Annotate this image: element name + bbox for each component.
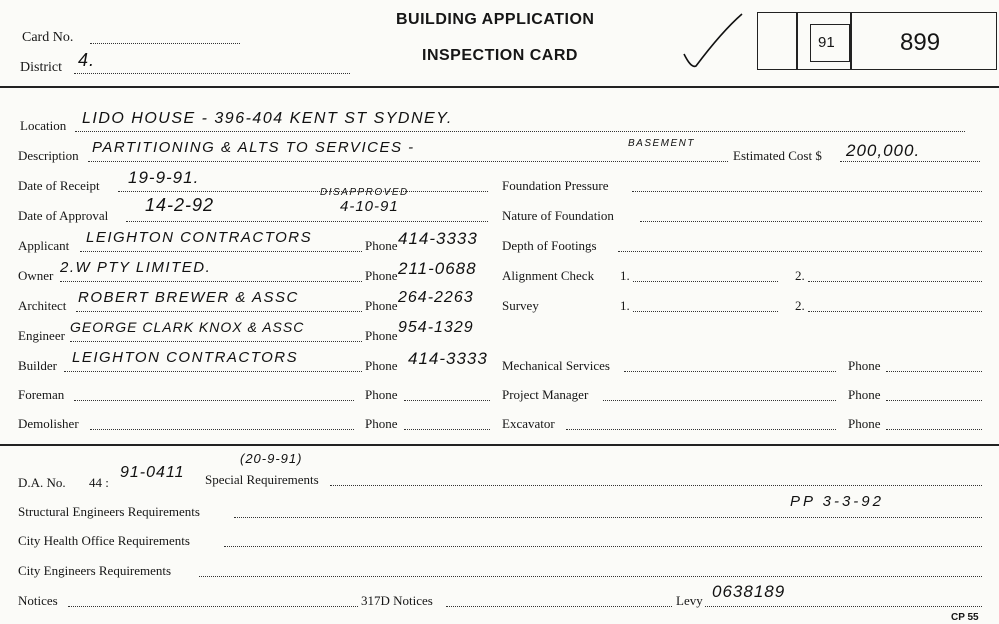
- levy-label: Levy: [676, 593, 703, 608]
- builder-phone: 414-3333: [408, 349, 488, 368]
- date-receipt-label: Date of Receipt: [18, 178, 100, 193]
- structural-label: Structural Engineers Requirements: [18, 504, 200, 519]
- project-manager-label: Project Manager: [502, 387, 589, 402]
- excavator-phone-line: [886, 429, 982, 430]
- card-no-line: [90, 43, 240, 44]
- demolisher-line: [90, 429, 354, 430]
- applicant-value: LEIGHTON CONTRACTORS: [86, 229, 313, 246]
- mechanical-phone-line: [886, 371, 982, 372]
- project-manager-line: [603, 400, 836, 401]
- survey-label: Survey: [502, 298, 539, 313]
- foreman-label: Foreman: [18, 387, 65, 402]
- engineer-phone: 954-1329: [398, 319, 474, 336]
- section-rule: [0, 444, 999, 446]
- header-rule: [0, 86, 999, 88]
- survey-line2: [808, 311, 982, 312]
- district-label: District: [20, 60, 62, 75]
- owner-label: Owner: [18, 268, 54, 283]
- special-requirements-label: Special Requirements: [205, 472, 319, 487]
- survey-num1: 1.: [620, 298, 630, 313]
- excavator-label: Excavator: [502, 416, 555, 431]
- estimated-cost-label: Estimated Cost $: [733, 148, 822, 163]
- health-label: City Health Office Requirements: [18, 533, 190, 548]
- disapproved-value: 4-10-91: [340, 198, 399, 215]
- engineer-phone-label: Phone: [365, 328, 398, 343]
- card-number: 899: [900, 29, 941, 56]
- demolisher-phone-label: Phone: [365, 416, 398, 431]
- card-number-box: [757, 12, 997, 70]
- box-divider-2: [850, 12, 852, 70]
- year-value: 91: [818, 34, 835, 51]
- alignment-line1: [633, 281, 778, 282]
- demolisher-label: Demolisher: [18, 416, 79, 431]
- checkmark-icon: [678, 10, 748, 74]
- notices-line: [68, 606, 358, 607]
- cost-line: [840, 161, 980, 162]
- description-value: PARTITIONING & ALTS TO SERVICES -: [92, 139, 415, 156]
- city-engineers-label: City Engineers Requirements: [18, 563, 172, 578]
- da-date: (20-9-91): [240, 451, 303, 466]
- structural-note: PP 3-3-92: [790, 493, 884, 510]
- engineer-value: GEORGE CLARK KNOX & ASSC: [70, 319, 305, 335]
- builder-line: [64, 371, 362, 372]
- nature-foundation-label: Nature of Foundation: [502, 208, 614, 223]
- mechanical-line: [624, 371, 836, 372]
- estimated-cost-value: 200,000.: [846, 141, 921, 160]
- levy-value: 0638189: [712, 582, 786, 601]
- disapproved-label: DISAPPROVED: [320, 187, 409, 198]
- architect-value: ROBERT BREWER & ASSC: [78, 289, 299, 306]
- mechanical-phone-label: Phone: [848, 358, 881, 373]
- architect-line: [76, 311, 362, 312]
- nature-foundation-line: [640, 221, 982, 222]
- builder-label: Builder: [18, 358, 57, 373]
- applicant-phone-label: Phone: [365, 238, 398, 253]
- da-prefix: 44 :: [89, 475, 109, 490]
- da-value: 91-0411: [120, 464, 185, 481]
- location-value: LIDO HOUSE - 396-404 KENT ST SYDNEY.: [82, 110, 453, 127]
- engineer-label: Engineer: [18, 328, 65, 343]
- depth-footings-line: [618, 251, 982, 252]
- owner-line: [60, 281, 362, 282]
- location-label: Location: [20, 118, 67, 133]
- description-note: BASEMENT: [628, 138, 696, 149]
- applicant-phone: 414-3333: [398, 229, 478, 248]
- owner-phone-label: Phone: [365, 268, 398, 283]
- architect-phone-label: Phone: [365, 298, 398, 313]
- foreman-phone-label: Phone: [365, 387, 398, 402]
- location-line: [75, 131, 965, 132]
- applicant-label: Applicant: [18, 238, 70, 253]
- foundation-pressure-label: Foundation Pressure: [502, 178, 609, 193]
- notices-317d-label: 317D Notices: [361, 593, 433, 608]
- survey-num2: 2.: [795, 298, 805, 313]
- depth-footings-label: Depth of Footings: [502, 238, 597, 253]
- title-line1: BUILDING APPLICATION: [396, 11, 595, 28]
- date-approval-label: Date of Approval: [18, 208, 109, 223]
- date-approval-value: 14-2-92: [145, 195, 215, 215]
- description-line: [88, 161, 728, 162]
- form-code: CP 55: [951, 612, 979, 623]
- date-approval-line: [126, 221, 488, 222]
- health-line: [224, 546, 982, 547]
- builder-phone-label: Phone: [365, 358, 398, 373]
- alignment-check-label: Alignment Check: [502, 268, 595, 283]
- district-line: [74, 73, 350, 74]
- excavator-phone-label: Phone: [848, 416, 881, 431]
- structural-line: [234, 517, 982, 518]
- notices-317d-line: [446, 606, 672, 607]
- mechanical-label: Mechanical Services: [502, 358, 610, 373]
- city-engineers-line: [199, 576, 982, 577]
- da-label: D.A. No.: [18, 475, 66, 490]
- project-manager-phone-line: [886, 400, 982, 401]
- foreman-phone-line: [404, 400, 490, 401]
- date-receipt-line: [118, 191, 488, 192]
- box-divider: [796, 12, 798, 70]
- owner-phone: 211-0688: [398, 259, 477, 278]
- architect-label: Architect: [18, 298, 67, 313]
- alignment-num2: 2.: [795, 268, 805, 283]
- notices-label: Notices: [18, 593, 58, 608]
- card-no-label: Card No.: [22, 30, 74, 45]
- title-line2: INSPECTION CARD: [422, 47, 578, 64]
- district-value: 4.: [78, 50, 96, 70]
- architect-phone: 264-2263: [398, 289, 474, 306]
- demolisher-phone-line: [404, 429, 490, 430]
- applicant-line: [80, 251, 362, 252]
- project-manager-phone-label: Phone: [848, 387, 881, 402]
- survey-line1: [633, 311, 778, 312]
- builder-value: LEIGHTON CONTRACTORS: [72, 349, 299, 366]
- alignment-line2: [808, 281, 982, 282]
- excavator-line: [566, 429, 836, 430]
- foreman-line: [74, 400, 354, 401]
- levy-line: [705, 606, 982, 607]
- alignment-num1: 1.: [620, 268, 630, 283]
- owner-value: 2.W PTY LIMITED.: [60, 259, 212, 276]
- engineer-line: [70, 341, 362, 342]
- date-receipt-value: 19-9-91.: [128, 168, 200, 187]
- special-requirements-line: [330, 485, 982, 486]
- description-label: Description: [18, 148, 79, 163]
- foundation-pressure-line: [632, 191, 982, 192]
